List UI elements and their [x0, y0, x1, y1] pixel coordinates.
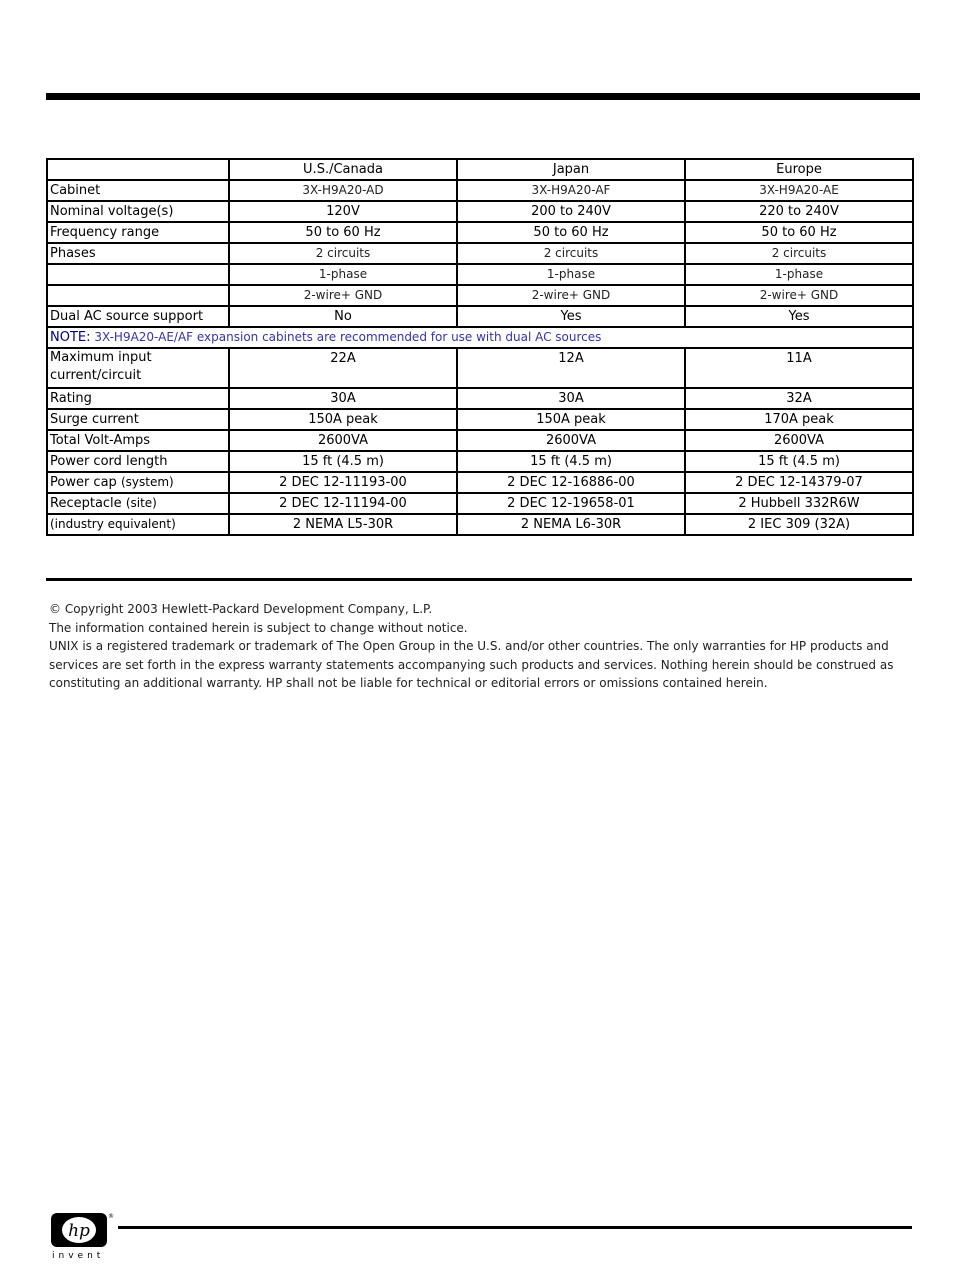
- table-row: [47, 306, 913, 327]
- row-label: [47, 472, 229, 493]
- table-row: [47, 451, 913, 472]
- top-rule: [46, 93, 920, 100]
- row-label: [47, 264, 229, 285]
- row-label: Frequency range: [47, 222, 229, 243]
- table-row: [47, 285, 913, 306]
- note-text: 3X-H9A20-AE/AF expansion cabinets are recommended for use with dual AC sources: [94, 330, 602, 344]
- header-japan: Japan: [457, 159, 685, 180]
- cell: Yes: [457, 306, 685, 327]
- cell: No: [229, 306, 457, 327]
- row-label-main: Power cap: [50, 475, 117, 490]
- cell: 2 DEC 12-11193-00: [229, 472, 457, 493]
- row-label-sub: (site): [125, 496, 157, 510]
- table-row: [47, 180, 913, 201]
- cell: 220 to 240V: [685, 201, 913, 222]
- cell: 2 IEC 309 (32A): [685, 514, 913, 535]
- table-row: [47, 348, 913, 388]
- row-label: [47, 493, 229, 514]
- cell: 50 to 60 Hz: [457, 222, 685, 243]
- header-us-canada: U.S./Canada: [229, 159, 457, 180]
- footer-rule: [118, 1226, 912, 1229]
- row-label: Rating: [47, 388, 229, 409]
- cell: 12A: [457, 348, 685, 388]
- cell: 2-wire+ GND: [457, 285, 685, 306]
- row-label: Total Volt-Amps: [47, 430, 229, 451]
- row-label: Nominal voltage(s): [47, 201, 229, 222]
- row-label: Power cord length: [47, 451, 229, 472]
- table-row: [47, 388, 913, 409]
- cell: 120V: [229, 201, 457, 222]
- row-label: Phases: [47, 243, 229, 264]
- note-cell: [47, 327, 913, 348]
- cell: 30A: [229, 388, 457, 409]
- header-europe: Europe: [685, 159, 913, 180]
- table-row: [47, 264, 913, 285]
- row-label: Dual AC source support: [47, 306, 229, 327]
- note-row: [47, 327, 913, 348]
- table-row: [47, 472, 913, 493]
- copyright-text: © Copyright 2003 Hewlett-Packard Development Company, L.P.: [49, 602, 433, 616]
- cell: 22A: [229, 348, 457, 388]
- cell: 2 circuits: [685, 243, 913, 264]
- cell: 50 to 60 Hz: [685, 222, 913, 243]
- specifications-table: [46, 158, 914, 536]
- cell: 15 ft (4.5 m): [229, 451, 457, 472]
- logo-tagline: invent: [52, 1251, 105, 1261]
- row-label: Surge current: [47, 409, 229, 430]
- row-label: (industry equivalent): [47, 514, 229, 535]
- cell: 200 to 240V: [457, 201, 685, 222]
- table-header-row: [47, 159, 913, 180]
- cell: 2 circuits: [457, 243, 685, 264]
- cell: 15 ft (4.5 m): [685, 451, 913, 472]
- cell: 2 DEC 12-19658-01: [457, 493, 685, 514]
- header-cell: [47, 159, 229, 180]
- cell: 50 to 60 Hz: [229, 222, 457, 243]
- change-notice-text: The information contained herein is subject to change without notice.: [49, 620, 468, 635]
- table-row: [47, 514, 913, 535]
- row-label: Maximum input current/circuit: [47, 348, 229, 388]
- logo-mark: hp: [68, 1221, 90, 1241]
- cell: 30A: [457, 388, 685, 409]
- table-row: [47, 201, 913, 222]
- cell: 2 DEC 12-16886-00: [457, 472, 685, 493]
- cell: 2600VA: [685, 430, 913, 451]
- cell: 2 NEMA L6-30R: [457, 514, 685, 535]
- note-key: NOTE:: [50, 330, 91, 345]
- row-label: Cabinet: [47, 180, 229, 201]
- row-label: [47, 285, 229, 306]
- cell: Yes: [685, 306, 913, 327]
- cell: 2 NEMA L5-30R: [229, 514, 457, 535]
- hp-logo: [51, 1213, 107, 1247]
- table-row: [47, 430, 913, 451]
- cell: 11A: [685, 348, 913, 388]
- cell: 2-wire+ GND: [685, 285, 913, 306]
- table-row: [47, 243, 913, 264]
- cell: 3X-H9A20-AF: [457, 180, 685, 201]
- cell: 3X-H9A20-AE: [685, 180, 913, 201]
- trademark-text: UNIX is a registered trademark or trademark of The Open Group in the U.S. and/or other countries. The only warranties for HP products and services are set forth in the express warranty statements accompanying such products and services. Nothing herein should be construed as constituting an additional warranty. HP shall not be liable for technical or editorial errors or omissions contained herein.: [49, 639, 894, 690]
- section-divider: [46, 578, 912, 581]
- cell: 1-phase: [229, 264, 457, 285]
- cell: 2 DEC 12-14379-07: [685, 472, 913, 493]
- cell: 15 ft (4.5 m): [457, 451, 685, 472]
- row-label-sub: (system): [120, 475, 174, 489]
- legal-notice: [49, 600, 915, 693]
- cell: 2 Hubbell 332R6W: [685, 493, 913, 514]
- cell: 1-phase: [685, 264, 913, 285]
- cell: 170A peak: [685, 409, 913, 430]
- table-row: [47, 493, 913, 514]
- registered-mark: ®: [108, 1213, 114, 1220]
- hp-logo-icon: [51, 1213, 107, 1247]
- cell: 3X-H9A20-AD: [229, 180, 457, 201]
- cell: 2600VA: [229, 430, 457, 451]
- row-label-main: Receptacle: [50, 496, 122, 511]
- table-row: [47, 222, 913, 243]
- cell: 150A peak: [229, 409, 457, 430]
- cell: 2 DEC 12-11194-00: [229, 493, 457, 514]
- cell: 2 circuits: [229, 243, 457, 264]
- table-row: [47, 409, 913, 430]
- cell: 1-phase: [457, 264, 685, 285]
- cell: 150A peak: [457, 409, 685, 430]
- cell: 2600VA: [457, 430, 685, 451]
- cell: 2-wire+ GND: [229, 285, 457, 306]
- cell: 32A: [685, 388, 913, 409]
